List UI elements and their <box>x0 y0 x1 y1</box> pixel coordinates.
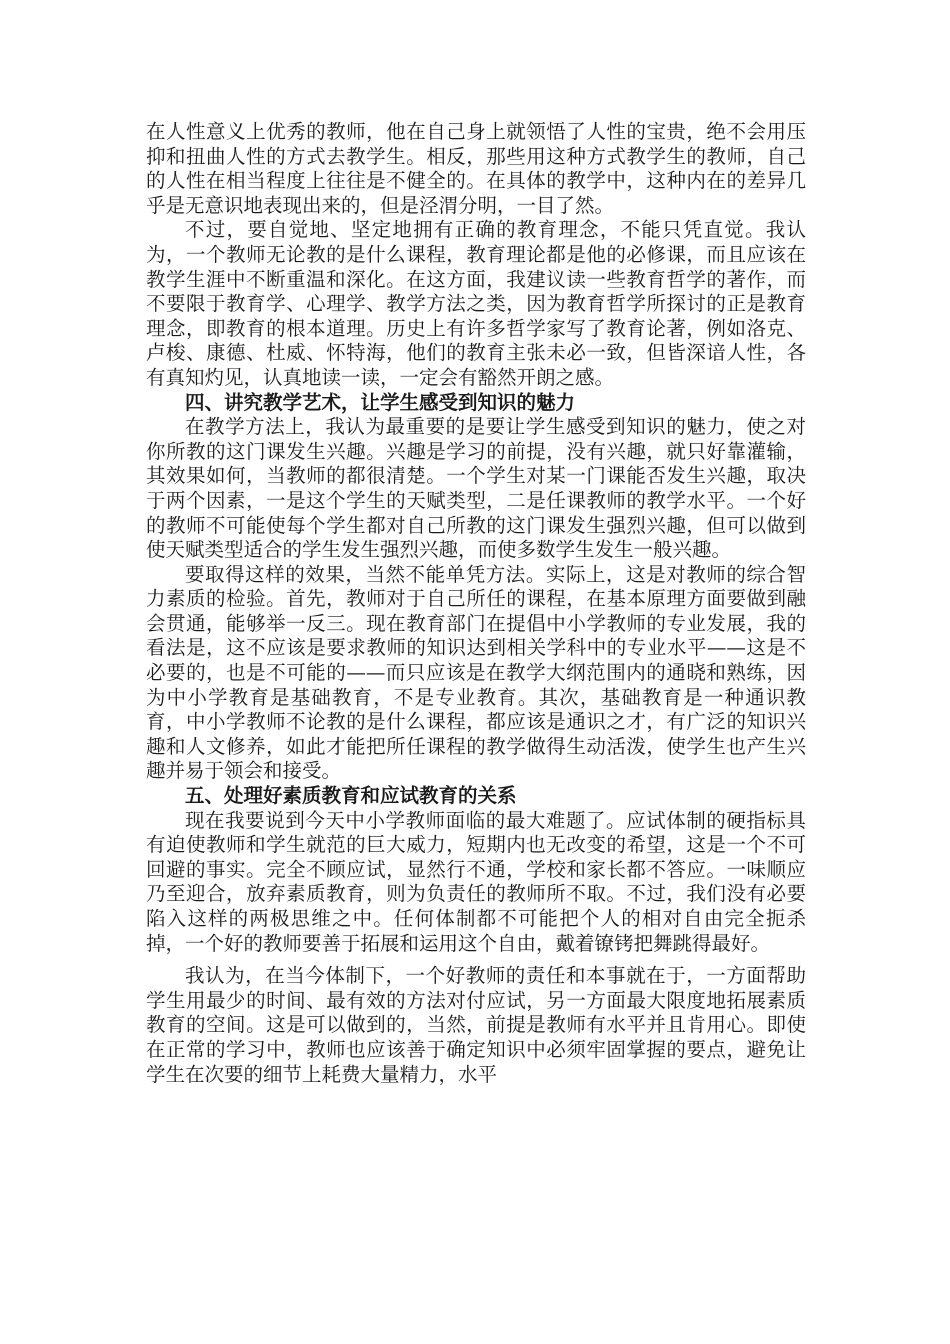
paragraph-education-philosophy: 不过，要自觉地、坚定地拥有正确的教育理念，不能只凭直觉。我认为，一个教师无论教的是什么课程，教育理论都是他的必修课，而且应该在教学生涯中不断重温和深化。在这方面，我建议读一些教育哲学的著作，而不要限于教育学、心理学、教学方法之类，因为教育哲学所探讨的正是教育理念，即教育的根本道理。历史上有许多哲学家写了教育论著，例如洛克、卢梭、康德、杜威、怀特海，他们的教育主张未必一致，但皆深谙人性，各有真知灼见，认真地读一读，一定会有豁然开朗之感。 <box>146 218 806 389</box>
section-heading-5: 五、处理好素质教育和应试教育的关系 <box>185 784 517 808</box>
paragraph-exam-system: 现在我要说到今天中小学教师面临的最大难题了。应试体制的硬指标具有迫使教师和学生就范的巨大威力，短期内也无改变的希望，这是一个不可回避的事实。完全不顾应试，显然行不通，学校和家长都不答应。一味顺应乃至迎合，放弃素质教育，则为负责任的教师所不取。不过，我们没有必要陷入这样的两极思维之中。任何体制都不可能把个人的相对自由完全扼杀掉，一个好的教师要善于拓展和运用这个自由，戴着镣铐把舞跳得最好。 <box>146 808 806 955</box>
paragraph-teacher-quality: 要取得这样的效果，当然不能单凭方法。实际上，这是对教师的综合智力素质的检验。首先，教师对于自己所任的课程，在基本原理方面要做到融会贯通，能够举一反三。现在教育部门在提倡中小学教师的专业发展，我的看法是，这不应该是要求教师的知识达到相关学科中的专业水平——这是不必要的，也是不可能的——而只应该是在教学大纲范围内的通晓和熟练，因为中小学教育是基础教育，不是专业教育。其次，基础教育是一种通识教育，中小学教师不论教的是什么课程，都应该是通识之才，有广泛的知识兴趣和人文修养，如此才能把所任课程的教学做得生动活泼，使学生也产生兴趣并易于领会和接受。 <box>146 562 806 783</box>
document-page <box>146 120 806 1087</box>
paragraph-continued: 在人性意义上优秀的教师，他在自己身上就领悟了人性的宝贵，绝不会用压抑和扭曲人性的方式去教学生。相反，那些用这种方式教学生的教师，自己的人性在相当程度上往往是不健全的。在具体的教学中，这种内在的差异几乎是无意识地表现出来的，但是泾渭分明，一目了然。 <box>146 120 806 217</box>
paragraph-teaching-method: 在教学方法上，我认为最重要的是要让学生感受到知识的魅力，使之对你所教的这门课发生兴趣。兴趣是学习的前提，没有兴趣，就只好靠灌输，其效果如何，当教师的都很清楚。一个学生对某一门课能否发生兴趣，取决于两个因素，一是这个学生的天赋类型，二是任课教师的教学水平。一个好的教师不可能使每个学生都对自己所教的这门课发生强烈兴趣，但可以做到使天赋类型适合的学生发生强烈兴趣，而使多数学生发生一般兴趣。 <box>146 415 806 562</box>
section-heading-4: 四、讲究教学艺术，让学生感受到知识的魅力 <box>185 390 576 414</box>
paragraph-teacher-responsibility: 我认为，在当今体制下，一个好教师的责任和本事就在于，一方面帮助学生用最少的时间、最有效的方法对付应试，另一方面最大限度地拓展素质教育的空间。这是可以做到的，当然，前提是教师有水平并且肯用心。即使在正常的学习中，教师也应该善于确定知识中必须牢固掌握的要点，避免让学生在次要的细节上耗费大量精力，水平 <box>146 964 806 1086</box>
